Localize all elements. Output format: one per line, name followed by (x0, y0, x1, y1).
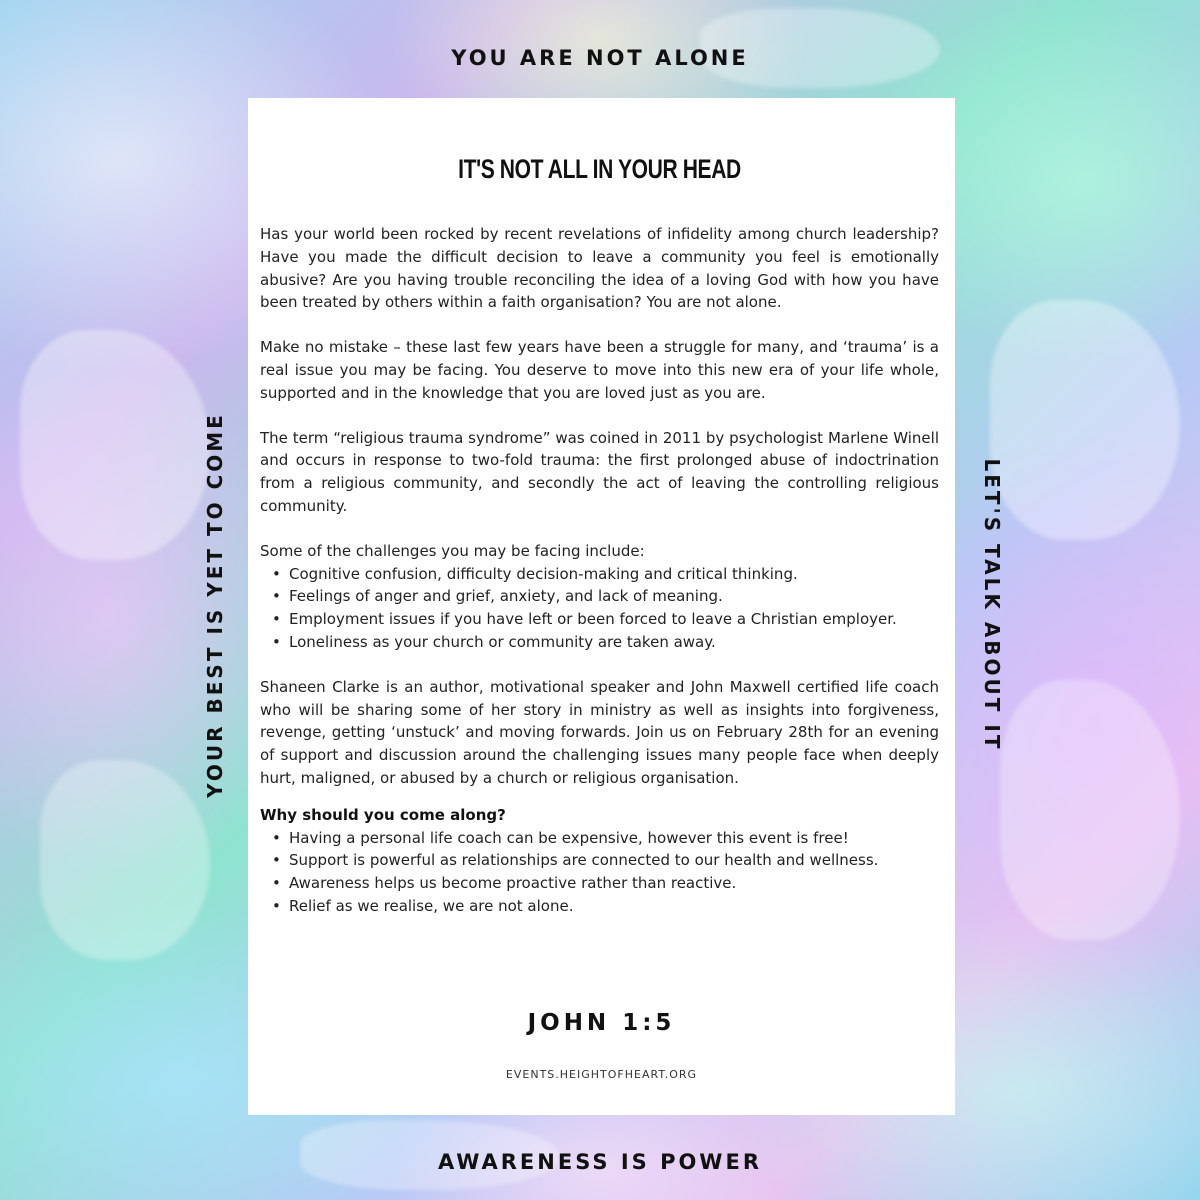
card-body (260, 223, 939, 918)
event-url: EVENTS.HEIGHTOFHEART.ORG (505, 1068, 698, 1081)
top-banner: YOU ARE NOT ALONE (451, 46, 749, 70)
list-item: • Loneliness as your church or community are taken away. (286, 631, 939, 654)
verse-reference: JOHN 1:5 (527, 1010, 676, 1036)
reasons-list (260, 827, 939, 918)
why-heading: Why should you come along? (260, 805, 506, 824)
list-item: • Cognitive confusion, difficulty decision-making and critical thinking. (286, 563, 939, 586)
syndrome-paragraph: The term “religious trauma syndrome” was coined in 2011 by psychologist Marlene Winell and occurs in response to two-fold trauma: the first prolonged abuse of indoctrination from a religious community, and secondly the act of leaving the controlling religious community. (260, 428, 939, 515)
list-item: • Having a personal life coach can be expensive, however this event is free! (286, 827, 939, 850)
content-card (248, 98, 955, 1115)
list-item: • Support is powerful as relationships are connected to our health and wellness. (286, 849, 939, 872)
challenges-intro: Some of the challenges you may be facing include: (260, 541, 645, 560)
card-title: IT'S NOT ALL IN YOUR HEAD (458, 154, 741, 184)
background-crystal (990, 300, 1180, 540)
challenges-list (260, 563, 939, 654)
list-item: • Awareness helps us become proactive rather than reactive. (286, 872, 939, 895)
left-side-banner: YOUR BEST IS YET TO COME (203, 412, 227, 798)
list-item: • Relief as we realise, we are not alone. (286, 895, 939, 918)
list-item: • Feelings of anger and grief, anxiety, and lack of meaning. (286, 585, 939, 608)
background-crystal (20, 330, 210, 560)
intro-paragraph: Has your world been rocked by recent revelations of infidelity among church leadership? Have you made the difficult decision to leave a community you feel is emotionally abusive? Are you having trouble reconciling the idea of a loving God with how you have been treated by others within a faith organisation? You are not alone. (260, 225, 939, 312)
trauma-paragraph: Make no mistake – these last few years have been a struggle for many, and ‘trauma’ is a real issue you may be facing. You deserve to move into this new era of your life whole, supported and in the knowledge that you are loved just as you are. (260, 338, 939, 402)
right-side-banner: LET'S TALK ABOUT IT (980, 458, 1004, 752)
list-item: • Employment issues if you have left or been forced to leave a Christian employer. (286, 608, 939, 631)
bottom-banner: AWARENESS IS POWER (437, 1150, 762, 1174)
background-crystal (40, 760, 210, 960)
background-crystal (1000, 680, 1180, 940)
speaker-paragraph: Shaneen Clarke is an author, motivational speaker and John Maxwell certified life coach who will be sharing some of her story in ministry as well as insights into forgiveness, revenge, getting ‘unstuck’ and moving forwards. Join us on February 28th for an evening of support and discussion around the challenging issues many people face when deeply hurt, maligned, or abused by a church or religious organisation. (260, 677, 939, 787)
